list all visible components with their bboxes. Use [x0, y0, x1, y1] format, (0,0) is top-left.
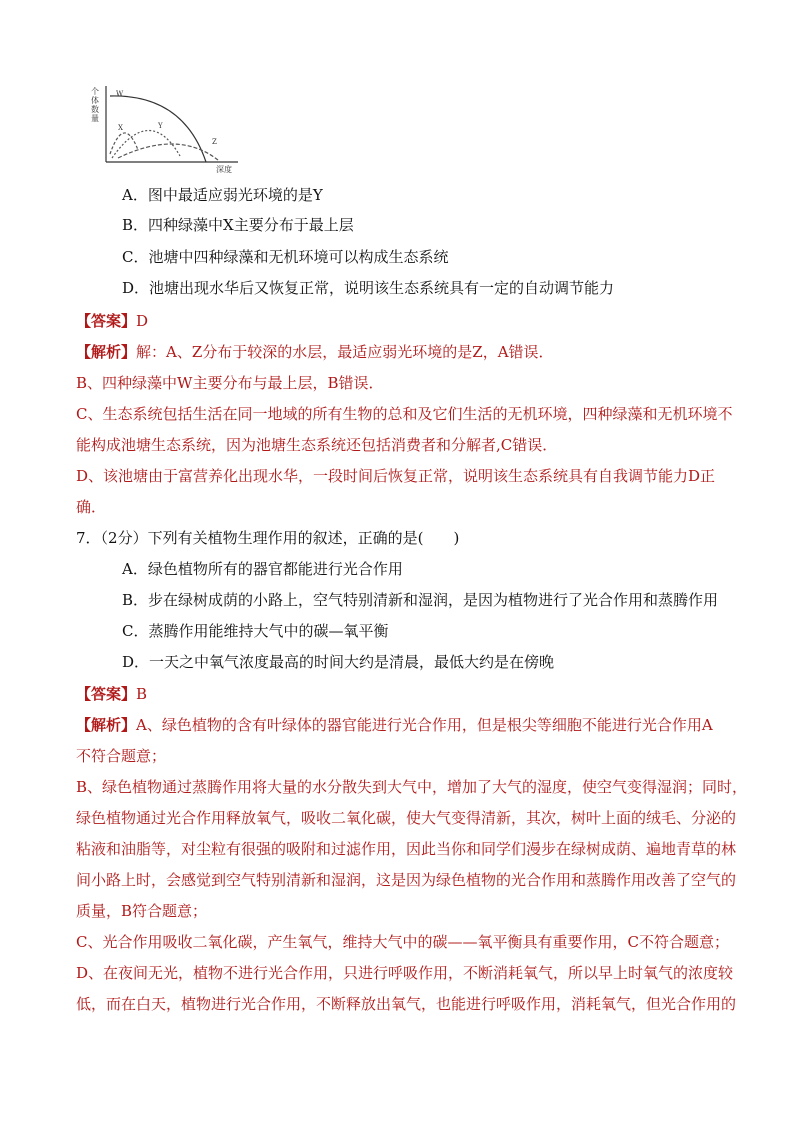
q7-option-a: A．绿色植物所有的器官都能进行光合作用	[122, 560, 403, 578]
q6-answer-tag: 【答案】	[76, 312, 137, 330]
q6-answer	[76, 311, 148, 331]
q7-analysis-line-3: B、绿色植物通过蒸腾作用将大量的水分散失到大气中，增加了大气的湿度，使空气变得湿润；同时，	[76, 778, 748, 796]
figure-svg	[88, 84, 248, 174]
label-y: Y	[158, 122, 163, 130]
y-label-char: 体	[91, 96, 99, 105]
depth-population-figure	[88, 84, 248, 174]
q7-analysis-tag: 【解析】	[76, 716, 137, 734]
q6-analysis-line-3: C、生态系统包括生活在同一地域的所有生物的总和及它们生活的无机环境，四种绿藻和无机环境不	[76, 405, 733, 423]
curve-z	[118, 144, 218, 160]
q7-analysis-line-8: C、光合作用吸收二氧化碳，产生氧气，维持大气中的碳——氧平衡具有重要作用，C不符合题意；	[76, 933, 729, 951]
q6-analysis-tag: 【解析】	[76, 343, 137, 361]
q7-analysis-line-9: D、在夜间无光，植物不进行光合作用，只进行呼吸作用，不断消耗氧气，所以早上时氧气的浓度较	[76, 964, 734, 982]
y-label-char: 量	[91, 114, 99, 123]
x-axis-label: 深度	[216, 165, 232, 174]
q6-option-a: A．图中最适应弱光环境的是Y	[122, 186, 323, 204]
q6-analysis-line-4: 能构成池塘生态系统，因为池塘生态系统还包括消费者和分解者,C错误．	[76, 436, 558, 454]
y-label-char: 个	[91, 87, 99, 96]
q6-option-b: B．四种绿藻中X主要分布于最上层	[122, 216, 354, 234]
q7-analysis-line-5: 粘液和油脂等，对尘粒有很强的吸附和过滤作用，因此当你和同学们漫步在绿树成荫、遍地青草的林	[76, 840, 737, 858]
q7-answer-value: B	[136, 685, 148, 703]
q7-option-c: C．蒸腾作用能维持大气中的碳—氧平衡	[122, 622, 389, 640]
q7-answer-tag: 【答案】	[76, 685, 137, 703]
q7-analysis-line-10: 低，而在白天，植物进行光合作用，不断释放出氧气，也能进行呼吸作用，消耗氧气，但光合作用的	[76, 995, 737, 1013]
q7-answer	[76, 684, 147, 704]
q6-analysis-text-1: 解：A、Z分布于较深的水层，最适应弱光环境的是Z，A错误．	[136, 343, 554, 361]
q7-analysis-line-1	[76, 715, 713, 735]
q6-analysis-line-5: D、该池塘由于富营养化出现水华，一段时间后恢复正常，说明该生态系统具有自我调节能力D正	[76, 467, 716, 485]
q7-analysis-line-7: 质量，B符合题意；	[76, 902, 208, 920]
q6-analysis-line-2: B、四种绿藻中W主要分布与最上层，B错误．	[76, 374, 384, 392]
q7-option-b: B．步在绿树成荫的小路上，空气特别清新和湿润，是因为植物进行了光合作用和蒸腾作用	[122, 591, 719, 609]
q7-analysis-line-2: 不符合题意；	[76, 747, 167, 765]
q7-analysis-text-1: A、绿色植物的含有叶绿体的器官能进行光合作用，但是根尖等细胞不能进行光合作用A	[136, 716, 713, 734]
q6-analysis-line-6: 确．	[76, 498, 107, 516]
q7-analysis-line-4: 绿色植物通过光合作用释放氧气，吸收二氧化碳，使大气变得清新，其次，树叶上面的绒毛、分泌的	[76, 809, 737, 827]
q7-analysis-line-6: 间小路上时，会感觉到空气特别清新和湿润，这是因为绿色植物的光合作用和蒸腾作用改善了空气的	[76, 871, 737, 889]
q6-analysis-line-1	[76, 342, 554, 362]
q6-option-d: D．池塘出现水华后又恢复正常，说明该生态系统具有一定的自动调节能力	[122, 279, 615, 297]
curve-x	[110, 133, 138, 154]
q6-option-c: C．池塘中四种绿藻和无机环境可以构成生态系统	[122, 248, 449, 266]
label-x: X	[118, 124, 123, 132]
q7-stem: 7．（2分）下列有关植物生理作用的叙述，正确的是( )	[76, 529, 460, 547]
q7-option-d: D．一天之中氧气浓度最高的时间大约是清晨，最低大约是在傍晚	[122, 653, 555, 671]
y-axis-label	[91, 86, 99, 123]
label-w: W	[116, 90, 124, 98]
label-z: Z	[212, 138, 217, 146]
q6-answer-value: D	[136, 312, 149, 330]
curve-y	[112, 130, 180, 158]
y-label-char: 数	[91, 105, 99, 114]
